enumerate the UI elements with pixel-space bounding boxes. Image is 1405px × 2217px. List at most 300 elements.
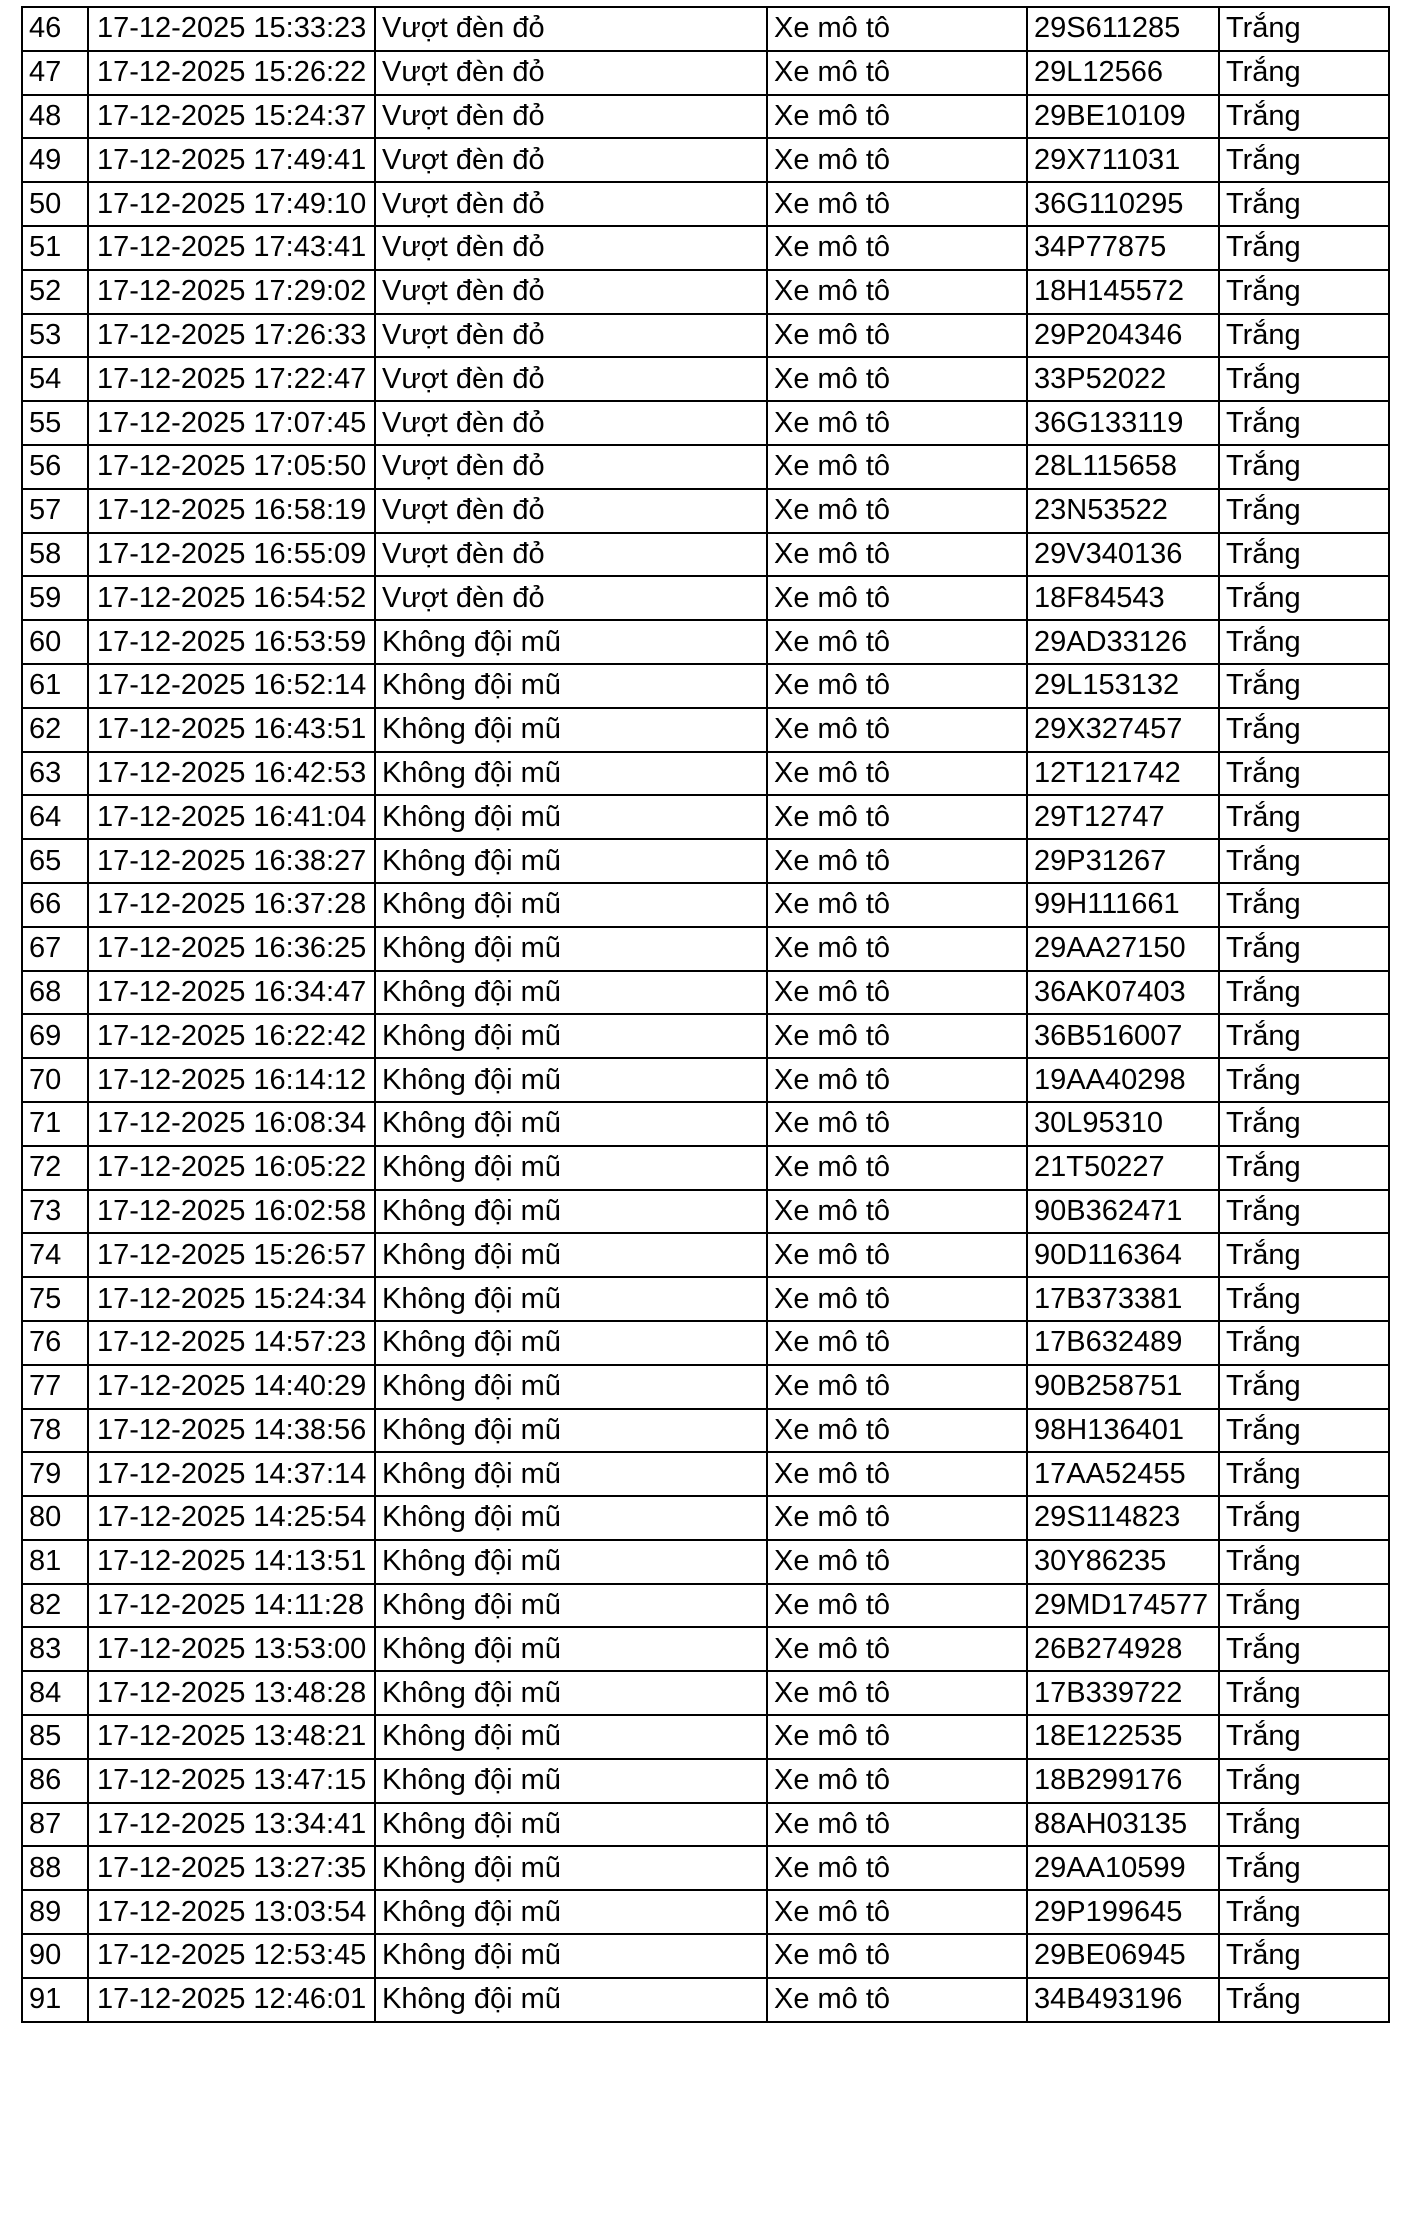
table-row <box>22 1233 1389 1277</box>
timestamp-cell: 17-12-2025 14:37:14 <box>88 1452 375 1496</box>
violation-type-cell: Không đội mũ <box>375 1496 767 1540</box>
table-row <box>22 839 1389 883</box>
table-row <box>22 270 1389 314</box>
license-plate-cell: 21T50227 <box>1027 1146 1219 1190</box>
vehicle-type-cell: Xe mô tô <box>767 1934 1027 1978</box>
plate-color-cell: Trắng <box>1219 1584 1389 1628</box>
license-plate-cell: 26B274928 <box>1027 1627 1219 1671</box>
row-number-cell: 64 <box>22 795 88 839</box>
timestamp-cell: 17-12-2025 16:52:14 <box>88 664 375 708</box>
violation-type-cell: Vượt đèn đỏ <box>375 576 767 620</box>
table-row <box>22 445 1389 489</box>
timestamp-cell: 17-12-2025 15:24:37 <box>88 95 375 139</box>
violation-type-cell: Không đội mũ <box>375 1146 767 1190</box>
row-number-cell: 56 <box>22 445 88 489</box>
license-plate-cell: 23N53522 <box>1027 489 1219 533</box>
table-row <box>22 182 1389 226</box>
table-row <box>22 95 1389 139</box>
timestamp-cell: 17-12-2025 17:49:41 <box>88 138 375 182</box>
timestamp-cell: 17-12-2025 16:55:09 <box>88 533 375 577</box>
vehicle-type-cell: Xe mô tô <box>767 620 1027 664</box>
row-number-cell: 81 <box>22 1540 88 1584</box>
violation-type-cell: Vượt đèn đỏ <box>375 51 767 95</box>
timestamp-cell: 17-12-2025 14:57:23 <box>88 1321 375 1365</box>
license-plate-cell: 29BE06945 <box>1027 1934 1219 1978</box>
table-row <box>22 1277 1389 1321</box>
plate-color-cell: Trắng <box>1219 1233 1389 1277</box>
violation-type-cell: Không đội mũ <box>375 1190 767 1234</box>
timestamp-cell: 17-12-2025 17:22:47 <box>88 357 375 401</box>
plate-color-cell: Trắng <box>1219 314 1389 358</box>
license-plate-cell: 88AH03135 <box>1027 1803 1219 1847</box>
vehicle-type-cell: Xe mô tô <box>767 839 1027 883</box>
plate-color-cell: Trắng <box>1219 620 1389 664</box>
vehicle-type-cell: Xe mô tô <box>767 1014 1027 1058</box>
violation-type-cell: Không đội mũ <box>375 1715 767 1759</box>
violation-type-cell: Không đội mũ <box>375 1671 767 1715</box>
violations-table <box>21 6 1390 2023</box>
table-row <box>22 314 1389 358</box>
vehicle-type-cell: Xe mô tô <box>767 1102 1027 1146</box>
timestamp-cell: 17-12-2025 13:47:15 <box>88 1759 375 1803</box>
license-plate-cell: 90B362471 <box>1027 1190 1219 1234</box>
timestamp-cell: 17-12-2025 14:25:54 <box>88 1496 375 1540</box>
row-number-cell: 72 <box>22 1146 88 1190</box>
vehicle-type-cell: Xe mô tô <box>767 401 1027 445</box>
table-row <box>22 576 1389 620</box>
license-plate-cell: 28L115658 <box>1027 445 1219 489</box>
timestamp-cell: 17-12-2025 15:24:34 <box>88 1277 375 1321</box>
vehicle-type-cell: Xe mô tô <box>767 270 1027 314</box>
license-plate-cell: 29MD174577 <box>1027 1584 1219 1628</box>
license-plate-cell: 90D116364 <box>1027 1233 1219 1277</box>
plate-color-cell: Trắng <box>1219 357 1389 401</box>
violation-type-cell: Không đội mũ <box>375 1803 767 1847</box>
license-plate-cell: 17B632489 <box>1027 1321 1219 1365</box>
license-plate-cell: 33P52022 <box>1027 357 1219 401</box>
vehicle-type-cell: Xe mô tô <box>767 489 1027 533</box>
table-row <box>22 51 1389 95</box>
row-number-cell: 83 <box>22 1627 88 1671</box>
timestamp-cell: 17-12-2025 16:58:19 <box>88 489 375 533</box>
violation-type-cell: Không đội mũ <box>375 795 767 839</box>
plate-color-cell: Trắng <box>1219 51 1389 95</box>
plate-color-cell: Trắng <box>1219 1190 1389 1234</box>
vehicle-type-cell: Xe mô tô <box>767 708 1027 752</box>
table-row <box>22 752 1389 796</box>
table-row <box>22 971 1389 1015</box>
violation-type-cell: Không đội mũ <box>375 1627 767 1671</box>
violation-type-cell: Không đội mũ <box>375 1934 767 1978</box>
row-number-cell: 74 <box>22 1233 88 1277</box>
vehicle-type-cell: Xe mô tô <box>767 51 1027 95</box>
row-number-cell: 67 <box>22 927 88 971</box>
table-row <box>22 620 1389 664</box>
row-number-cell: 70 <box>22 1058 88 1102</box>
vehicle-type-cell: Xe mô tô <box>767 445 1027 489</box>
row-number-cell: 88 <box>22 1846 88 1890</box>
table-row <box>22 1715 1389 1759</box>
plate-color-cell: Trắng <box>1219 489 1389 533</box>
plate-color-cell: Trắng <box>1219 839 1389 883</box>
plate-color-cell: Trắng <box>1219 1803 1389 1847</box>
plate-color-cell: Trắng <box>1219 576 1389 620</box>
timestamp-cell: 17-12-2025 16:38:27 <box>88 839 375 883</box>
timestamp-cell: 17-12-2025 12:53:45 <box>88 1934 375 1978</box>
table-row <box>22 7 1389 51</box>
vehicle-type-cell: Xe mô tô <box>767 883 1027 927</box>
vehicle-type-cell: Xe mô tô <box>767 1452 1027 1496</box>
vehicle-type-cell: Xe mô tô <box>767 1409 1027 1453</box>
row-number-cell: 73 <box>22 1190 88 1234</box>
table-row <box>22 1102 1389 1146</box>
table-row <box>22 1978 1389 2022</box>
row-number-cell: 75 <box>22 1277 88 1321</box>
timestamp-cell: 17-12-2025 16:54:52 <box>88 576 375 620</box>
table-row <box>22 1627 1389 1671</box>
vehicle-type-cell: Xe mô tô <box>767 182 1027 226</box>
timestamp-cell: 17-12-2025 17:26:33 <box>88 314 375 358</box>
table-row <box>22 1452 1389 1496</box>
violation-type-cell: Không đội mũ <box>375 1321 767 1365</box>
license-plate-cell: 99H111661 <box>1027 883 1219 927</box>
violation-type-cell: Vượt đèn đỏ <box>375 314 767 358</box>
timestamp-cell: 17-12-2025 17:43:41 <box>88 226 375 270</box>
timestamp-cell: 17-12-2025 15:26:57 <box>88 1233 375 1277</box>
timestamp-cell: 17-12-2025 14:13:51 <box>88 1540 375 1584</box>
vehicle-type-cell: Xe mô tô <box>767 927 1027 971</box>
violation-type-cell: Không đội mũ <box>375 1978 767 2022</box>
row-number-cell: 46 <box>22 7 88 51</box>
plate-color-cell: Trắng <box>1219 1978 1389 2022</box>
timestamp-cell: 17-12-2025 17:29:02 <box>88 270 375 314</box>
license-plate-cell: 29P204346 <box>1027 314 1219 358</box>
table-row <box>22 1014 1389 1058</box>
row-number-cell: 57 <box>22 489 88 533</box>
violation-type-cell: Không đội mũ <box>375 1409 767 1453</box>
vehicle-type-cell: Xe mô tô <box>767 1146 1027 1190</box>
row-number-cell: 54 <box>22 357 88 401</box>
license-plate-cell: 29P199645 <box>1027 1890 1219 1934</box>
plate-color-cell: Trắng <box>1219 445 1389 489</box>
vehicle-type-cell: Xe mô tô <box>767 1233 1027 1277</box>
vehicle-type-cell: Xe mô tô <box>767 533 1027 577</box>
violation-type-cell: Vượt đèn đỏ <box>375 270 767 314</box>
table-row <box>22 1365 1389 1409</box>
row-number-cell: 58 <box>22 533 88 577</box>
timestamp-cell: 17-12-2025 16:42:53 <box>88 752 375 796</box>
violation-type-cell: Không đội mũ <box>375 1058 767 1102</box>
license-plate-cell: 98H136401 <box>1027 1409 1219 1453</box>
vehicle-type-cell: Xe mô tô <box>767 752 1027 796</box>
violation-type-cell: Vượt đèn đỏ <box>375 138 767 182</box>
timestamp-cell: 17-12-2025 14:40:29 <box>88 1365 375 1409</box>
vehicle-type-cell: Xe mô tô <box>767 1584 1027 1628</box>
row-number-cell: 48 <box>22 95 88 139</box>
timestamp-cell: 17-12-2025 15:33:23 <box>88 7 375 51</box>
row-number-cell: 61 <box>22 664 88 708</box>
license-plate-cell: 18F84543 <box>1027 576 1219 620</box>
violation-type-cell: Vượt đèn đỏ <box>375 226 767 270</box>
plate-color-cell: Trắng <box>1219 1846 1389 1890</box>
timestamp-cell: 17-12-2025 16:53:59 <box>88 620 375 664</box>
timestamp-cell: 17-12-2025 16:36:25 <box>88 927 375 971</box>
timestamp-cell: 17-12-2025 17:05:50 <box>88 445 375 489</box>
timestamp-cell: 17-12-2025 16:02:58 <box>88 1190 375 1234</box>
vehicle-type-cell: Xe mô tô <box>767 795 1027 839</box>
table-row <box>22 226 1389 270</box>
license-plate-cell: 18E122535 <box>1027 1715 1219 1759</box>
row-number-cell: 77 <box>22 1365 88 1409</box>
vehicle-type-cell: Xe mô tô <box>767 1671 1027 1715</box>
row-number-cell: 90 <box>22 1934 88 1978</box>
violation-type-cell: Không đội mũ <box>375 1102 767 1146</box>
license-plate-cell: 30Y86235 <box>1027 1540 1219 1584</box>
plate-color-cell: Trắng <box>1219 95 1389 139</box>
license-plate-cell: 29V340136 <box>1027 533 1219 577</box>
plate-color-cell: Trắng <box>1219 1058 1389 1102</box>
timestamp-cell: 17-12-2025 16:41:04 <box>88 795 375 839</box>
license-plate-cell: 29L153132 <box>1027 664 1219 708</box>
violation-type-cell: Không đội mũ <box>375 927 767 971</box>
row-number-cell: 85 <box>22 1715 88 1759</box>
table-row <box>22 1846 1389 1890</box>
row-number-cell: 91 <box>22 1978 88 2022</box>
violation-type-cell: Không đội mũ <box>375 1540 767 1584</box>
license-plate-cell: 36AK07403 <box>1027 971 1219 1015</box>
timestamp-cell: 17-12-2025 16:43:51 <box>88 708 375 752</box>
license-plate-cell: 36G133119 <box>1027 401 1219 445</box>
plate-color-cell: Trắng <box>1219 1671 1389 1715</box>
plate-color-cell: Trắng <box>1219 752 1389 796</box>
plate-color-cell: Trắng <box>1219 182 1389 226</box>
row-number-cell: 65 <box>22 839 88 883</box>
vehicle-type-cell: Xe mô tô <box>767 1058 1027 1102</box>
row-number-cell: 86 <box>22 1759 88 1803</box>
table-row <box>22 1190 1389 1234</box>
table-row <box>22 1321 1389 1365</box>
timestamp-cell: 17-12-2025 16:22:42 <box>88 1014 375 1058</box>
table-row <box>22 795 1389 839</box>
violation-type-cell: Không đội mũ <box>375 752 767 796</box>
vehicle-type-cell: Xe mô tô <box>767 1759 1027 1803</box>
vehicle-type-cell: Xe mô tô <box>767 357 1027 401</box>
license-plate-cell: 36G110295 <box>1027 182 1219 226</box>
violation-type-cell: Vượt đèn đỏ <box>375 357 767 401</box>
row-number-cell: 62 <box>22 708 88 752</box>
row-number-cell: 84 <box>22 1671 88 1715</box>
row-number-cell: 47 <box>22 51 88 95</box>
license-plate-cell: 29AA10599 <box>1027 1846 1219 1890</box>
violation-type-cell: Không đội mũ <box>375 1014 767 1058</box>
violation-type-cell: Vượt đèn đỏ <box>375 401 767 445</box>
violation-type-cell: Không đội mũ <box>375 971 767 1015</box>
license-plate-cell: 36B516007 <box>1027 1014 1219 1058</box>
license-plate-cell: 29X327457 <box>1027 708 1219 752</box>
plate-color-cell: Trắng <box>1219 1496 1389 1540</box>
row-number-cell: 82 <box>22 1584 88 1628</box>
row-number-cell: 71 <box>22 1102 88 1146</box>
plate-color-cell: Trắng <box>1219 927 1389 971</box>
row-number-cell: 79 <box>22 1452 88 1496</box>
vehicle-type-cell: Xe mô tô <box>767 971 1027 1015</box>
timestamp-cell: 17-12-2025 14:11:28 <box>88 1584 375 1628</box>
license-plate-cell: 30L95310 <box>1027 1102 1219 1146</box>
plate-color-cell: Trắng <box>1219 795 1389 839</box>
vehicle-type-cell: Xe mô tô <box>767 576 1027 620</box>
table-row <box>22 664 1389 708</box>
plate-color-cell: Trắng <box>1219 1715 1389 1759</box>
row-number-cell: 69 <box>22 1014 88 1058</box>
license-plate-cell: 29AA27150 <box>1027 927 1219 971</box>
license-plate-cell: 29AD33126 <box>1027 620 1219 664</box>
vehicle-type-cell: Xe mô tô <box>767 7 1027 51</box>
table-row <box>22 1803 1389 1847</box>
table-row <box>22 927 1389 971</box>
vehicle-type-cell: Xe mô tô <box>767 1715 1027 1759</box>
violation-type-cell: Không đội mũ <box>375 1233 767 1277</box>
timestamp-cell: 17-12-2025 13:48:28 <box>88 1671 375 1715</box>
table-row <box>22 1890 1389 1934</box>
plate-color-cell: Trắng <box>1219 664 1389 708</box>
vehicle-type-cell: Xe mô tô <box>767 1496 1027 1540</box>
row-number-cell: 51 <box>22 226 88 270</box>
timestamp-cell: 17-12-2025 15:26:22 <box>88 51 375 95</box>
plate-color-cell: Trắng <box>1219 7 1389 51</box>
table-row <box>22 1540 1389 1584</box>
row-number-cell: 68 <box>22 971 88 1015</box>
plate-color-cell: Trắng <box>1219 1014 1389 1058</box>
table-row <box>22 533 1389 577</box>
license-plate-cell: 17AA52455 <box>1027 1452 1219 1496</box>
vehicle-type-cell: Xe mô tô <box>767 314 1027 358</box>
timestamp-cell: 17-12-2025 14:38:56 <box>88 1409 375 1453</box>
row-number-cell: 49 <box>22 138 88 182</box>
timestamp-cell: 17-12-2025 16:34:47 <box>88 971 375 1015</box>
vehicle-type-cell: Xe mô tô <box>767 1540 1027 1584</box>
table-body <box>22 7 1389 2022</box>
plate-color-cell: Trắng <box>1219 401 1389 445</box>
table-row <box>22 1671 1389 1715</box>
table-row <box>22 1496 1389 1540</box>
plate-color-cell: Trắng <box>1219 1146 1389 1190</box>
license-plate-cell: 29S114823 <box>1027 1496 1219 1540</box>
timestamp-cell: 17-12-2025 16:14:12 <box>88 1058 375 1102</box>
vehicle-type-cell: Xe mô tô <box>767 664 1027 708</box>
plate-color-cell: Trắng <box>1219 1277 1389 1321</box>
timestamp-cell: 17-12-2025 13:27:35 <box>88 1846 375 1890</box>
table-row <box>22 708 1389 752</box>
license-plate-cell: 29T12747 <box>1027 795 1219 839</box>
license-plate-cell: 17B373381 <box>1027 1277 1219 1321</box>
plate-color-cell: Trắng <box>1219 138 1389 182</box>
violation-type-cell: Vượt đèn đỏ <box>375 445 767 489</box>
plate-color-cell: Trắng <box>1219 1759 1389 1803</box>
violation-type-cell: Vượt đèn đỏ <box>375 182 767 226</box>
plate-color-cell: Trắng <box>1219 1627 1389 1671</box>
row-number-cell: 52 <box>22 270 88 314</box>
table-row <box>22 883 1389 927</box>
vehicle-type-cell: Xe mô tô <box>767 1890 1027 1934</box>
timestamp-cell: 17-12-2025 13:53:00 <box>88 1627 375 1671</box>
plate-color-cell: Trắng <box>1219 1365 1389 1409</box>
violation-type-cell: Vượt đèn đỏ <box>375 95 767 139</box>
violation-type-cell: Vượt đèn đỏ <box>375 7 767 51</box>
license-plate-cell: 18B299176 <box>1027 1759 1219 1803</box>
table-row <box>22 489 1389 533</box>
license-plate-cell: 18H145572 <box>1027 270 1219 314</box>
plate-color-cell: Trắng <box>1219 1102 1389 1146</box>
table-row <box>22 1146 1389 1190</box>
violation-type-cell: Vượt đèn đỏ <box>375 489 767 533</box>
table-row <box>22 1759 1389 1803</box>
license-plate-cell: 12T121742 <box>1027 752 1219 796</box>
plate-color-cell: Trắng <box>1219 1452 1389 1496</box>
row-number-cell: 50 <box>22 182 88 226</box>
vehicle-type-cell: Xe mô tô <box>767 1321 1027 1365</box>
violation-type-cell: Vượt đèn đỏ <box>375 533 767 577</box>
license-plate-cell: 29P31267 <box>1027 839 1219 883</box>
violation-type-cell: Không đội mũ <box>375 1846 767 1890</box>
table-row <box>22 138 1389 182</box>
plate-color-cell: Trắng <box>1219 1934 1389 1978</box>
timestamp-cell: 17-12-2025 17:49:10 <box>88 182 375 226</box>
violation-type-cell: Không đội mũ <box>375 664 767 708</box>
row-number-cell: 89 <box>22 1890 88 1934</box>
violation-type-cell: Không đội mũ <box>375 1452 767 1496</box>
vehicle-type-cell: Xe mô tô <box>767 1190 1027 1234</box>
vehicle-type-cell: Xe mô tô <box>767 95 1027 139</box>
violation-type-cell: Không đội mũ <box>375 708 767 752</box>
violation-type-cell: Không đội mũ <box>375 1584 767 1628</box>
timestamp-cell: 17-12-2025 16:37:28 <box>88 883 375 927</box>
license-plate-cell: 34P77875 <box>1027 226 1219 270</box>
timestamp-cell: 17-12-2025 13:03:54 <box>88 1890 375 1934</box>
vehicle-type-cell: Xe mô tô <box>767 1978 1027 2022</box>
plate-color-cell: Trắng <box>1219 708 1389 752</box>
vehicle-type-cell: Xe mô tô <box>767 1627 1027 1671</box>
row-number-cell: 66 <box>22 883 88 927</box>
table-row <box>22 1409 1389 1453</box>
row-number-cell: 80 <box>22 1496 88 1540</box>
violation-type-cell: Không đội mũ <box>375 883 767 927</box>
table-row <box>22 401 1389 445</box>
plate-color-cell: Trắng <box>1219 1890 1389 1934</box>
timestamp-cell: 17-12-2025 12:46:01 <box>88 1978 375 2022</box>
vehicle-type-cell: Xe mô tô <box>767 1277 1027 1321</box>
plate-color-cell: Trắng <box>1219 533 1389 577</box>
table-row <box>22 1584 1389 1628</box>
violation-type-cell: Không đội mũ <box>375 1365 767 1409</box>
row-number-cell: 87 <box>22 1803 88 1847</box>
table-row <box>22 1058 1389 1102</box>
row-number-cell: 63 <box>22 752 88 796</box>
row-number-cell: 59 <box>22 576 88 620</box>
row-number-cell: 53 <box>22 314 88 358</box>
timestamp-cell: 17-12-2025 13:34:41 <box>88 1803 375 1847</box>
row-number-cell: 76 <box>22 1321 88 1365</box>
plate-color-cell: Trắng <box>1219 971 1389 1015</box>
row-number-cell: 55 <box>22 401 88 445</box>
vehicle-type-cell: Xe mô tô <box>767 1803 1027 1847</box>
license-plate-cell: 19AA40298 <box>1027 1058 1219 1102</box>
vehicle-type-cell: Xe mô tô <box>767 226 1027 270</box>
table-row <box>22 357 1389 401</box>
plate-color-cell: Trắng <box>1219 1540 1389 1584</box>
timestamp-cell: 17-12-2025 16:05:22 <box>88 1146 375 1190</box>
vehicle-type-cell: Xe mô tô <box>767 138 1027 182</box>
plate-color-cell: Trắng <box>1219 883 1389 927</box>
